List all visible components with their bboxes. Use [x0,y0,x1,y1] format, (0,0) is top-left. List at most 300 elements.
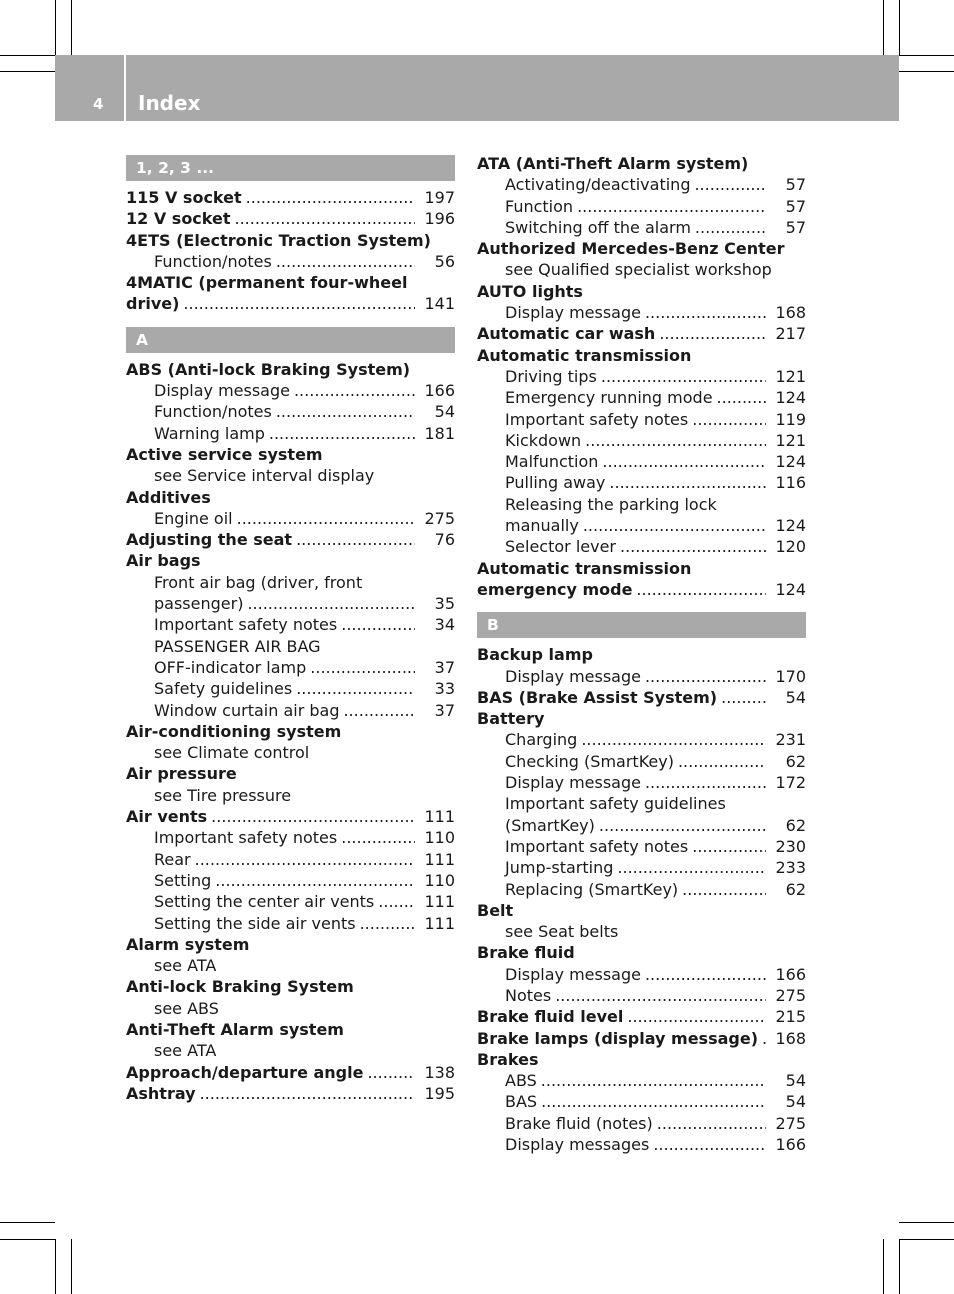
index-subentry[interactable] [126,678,455,699]
entry-text: Brake fluid (notes) [505,1113,653,1133]
entry-text: Engine oil [154,508,233,528]
dot-leader [721,687,766,708]
page-reference: 124 [775,579,806,599]
page-reference: 275 [775,985,806,1005]
index-entry[interactable] [477,323,806,344]
page-reference: 62 [785,879,806,899]
index-subentry[interactable] [477,772,806,793]
entry-text: Rear [154,849,191,869]
crop-mark [55,1239,56,1294]
page-reference: 166 [424,381,455,401]
index-entry[interactable] [126,1083,455,1104]
index-subentry [126,465,455,486]
page-reference: 37 [434,700,455,720]
index-entry [126,1019,455,1040]
crop-mark [0,71,55,72]
crop-mark [71,1239,72,1294]
index-entry [477,1049,806,1070]
index-entry [126,230,455,251]
page-number: 4 [93,95,104,113]
dot-leader [541,1091,766,1112]
page-header [55,55,899,121]
dot-leader [555,985,766,1006]
dot-leader [585,430,766,451]
entry-text: Air bags [126,551,201,571]
entry-text: Important safety notes [154,615,338,635]
index-entry [126,359,455,380]
crop-mark [55,0,56,55]
entry-text: Anti-lock Braking System [126,977,354,997]
page-reference: 57 [785,175,806,195]
entry-text: drive) [126,294,180,314]
page-reference: 34 [434,615,455,635]
index-subentry [477,494,806,515]
index-subentry[interactable] [477,174,806,195]
index-entry[interactable] [126,208,455,229]
index-subentry[interactable] [126,380,455,401]
dot-leader [692,836,766,857]
entry-text: see ABS [154,998,219,1018]
dot-leader [695,217,766,238]
entry-text: Air-conditioning system [126,721,342,741]
index-subentry[interactable] [477,217,806,238]
entry-text: 4ETS (Electronic Traction System) [126,230,431,250]
dot-leader [235,208,416,229]
entry-text: Authorized Mercedes-Benz Center [477,239,785,259]
entry-text: Backup lamp [477,645,593,665]
entry-text: Releasing the parking lock [505,494,717,514]
entry-text: Battery [477,709,545,729]
index-subentry [126,785,455,806]
entry-text: Ashtray [126,1083,196,1103]
index-subentry[interactable] [477,836,806,857]
index-entry[interactable] [126,293,455,314]
entry-text: see Seat belts [505,922,619,942]
entry-text: Air vents [126,807,208,827]
entry-text: ABS [505,1071,537,1091]
index-subentry[interactable] [477,751,806,772]
page-reference: 275 [775,1113,806,1133]
entry-text: Jump-starting [505,858,614,878]
page-reference: 195 [424,1083,455,1103]
index-entry [477,942,806,963]
index-entry [126,272,455,293]
index-entry[interactable] [126,187,455,208]
entry-text: Approach/departure angle [126,1062,364,1082]
page-reference: 124 [775,452,806,472]
entry-text: Driving tips [505,366,597,386]
entry-text: see Climate control [154,743,310,763]
index-entry[interactable] [126,806,455,827]
page-reference: 35 [434,594,455,614]
entry-text: Brake fluid [477,943,575,963]
entry-text: 4MATIC (permanent four-wheel [126,273,408,293]
dot-leader [237,508,415,529]
dot-leader [657,1113,766,1134]
entry-text: Malfunction [505,452,599,472]
page-reference: 110 [424,828,455,848]
entry-text: Display message [505,303,641,323]
dot-leader [627,1006,766,1027]
index-subentry[interactable] [477,1134,806,1155]
index-subentry[interactable] [477,472,806,493]
page-reference: 230 [775,836,806,856]
index-subentry [477,793,806,814]
index-entry[interactable] [477,1028,806,1049]
crop-mark [0,55,55,56]
section-heading: 1, 2, 3 ... [126,155,455,181]
index-subentry[interactable] [477,515,806,536]
entry-text: BAS [505,1092,538,1112]
page-reference: 57 [785,196,806,216]
page-title: Index [138,91,201,115]
dot-leader [620,536,766,557]
page-reference: 121 [775,366,806,386]
page-reference: 181 [424,423,455,443]
entry-text: Air pressure [126,764,237,784]
page-reference: 54 [785,687,806,707]
dot-leader [577,196,766,217]
entry-text: Automatic transmission [477,558,692,578]
entry-text: (SmartKey) [505,815,595,835]
dot-leader [183,293,415,314]
entry-text: Important safety guidelines [505,794,726,814]
entry-text: Display message [505,964,641,984]
dot-leader [200,1083,415,1104]
dot-leader [762,1028,766,1049]
entry-text: Selector lever [505,537,616,557]
index-subentry[interactable] [477,302,806,323]
entry-text: Important safety notes [505,409,689,429]
entry-text: Brakes [477,1049,539,1069]
dot-leader [296,529,415,550]
page-reference: 166 [775,1135,806,1155]
crop-mark [0,1239,55,1240]
dot-leader [247,593,415,614]
index-entry [126,444,455,465]
index-subentry[interactable] [126,913,455,934]
page-reference: 120 [775,537,806,557]
entry-text: 12 V socket [126,209,231,229]
index-entry [477,238,806,259]
entry-text: Pulling away [505,473,606,493]
entry-text: OFF-indicator lamp [154,657,307,677]
page-reference: 124 [775,516,806,536]
dot-leader [360,913,415,934]
entry-text: passenger) [154,594,244,614]
entry-text: Checking (SmartKey) [505,751,674,771]
page-reference: 121 [775,430,806,450]
crop-mark [899,1239,900,1294]
entry-text: AUTO lights [477,281,583,301]
entry-text: Function/notes [154,251,272,271]
dot-leader [276,401,415,422]
dot-leader [195,849,415,870]
crop-mark [899,1222,954,1223]
dot-leader [296,678,415,699]
index-subentry[interactable] [126,849,455,870]
entry-text: Additives [126,487,211,507]
page-reference: 168 [775,303,806,323]
page-reference: 37 [434,657,455,677]
entry-text: Replacing (SmartKey) [505,879,679,899]
entry-text: emergency mode [477,579,633,599]
dot-leader [583,515,766,536]
page-reference: 231 [775,730,806,750]
index-entry [126,550,455,571]
index-entry [477,153,806,174]
dot-leader [659,323,766,344]
index-column-left [126,155,455,1104]
entry-text: Important safety notes [154,828,338,848]
dot-leader [294,380,415,401]
index-entry [477,900,806,921]
entry-text: Setting the side air vents [154,913,356,933]
entry-text: Brake lamps (display message) [477,1028,759,1048]
index-entry[interactable] [477,687,806,708]
entry-text: Automatic transmission [477,345,692,365]
dot-leader [541,1070,766,1091]
index-entry [126,487,455,508]
index-subentry[interactable] [477,1091,806,1112]
dot-leader [310,657,415,678]
index-subentry[interactable] [477,857,806,878]
entry-text: Belt [477,900,514,920]
page-reference: 166 [775,964,806,984]
entry-text: see Tire pressure [154,785,292,805]
dot-leader [378,891,415,912]
dot-leader [678,751,766,772]
entry-text: Display message [505,773,641,793]
entry-text: Anti-Theft Alarm system [126,1019,344,1039]
entry-text: Setting the center air vents [154,892,375,912]
page-reference: 111 [424,892,455,912]
entry-text: Charging [505,730,578,750]
entry-text: Setting [154,870,212,890]
index-entry[interactable] [126,529,455,550]
index-subentry [126,998,455,1019]
index-subentry[interactable] [477,430,806,451]
index-subentry[interactable] [477,536,806,557]
dot-leader [682,879,766,900]
entry-text: BAS (Brake Assist System) [477,687,718,707]
entry-text: Display message [154,381,290,401]
dot-leader [341,614,415,635]
dot-leader [601,366,766,387]
index-entry [126,763,455,784]
dot-leader [653,1134,766,1155]
page-reference: 197 [424,188,455,207]
dot-leader [617,857,766,878]
index-subentry[interactable] [477,666,806,687]
index-subentry[interactable] [126,401,455,422]
dot-leader [215,870,415,891]
entry-text: PASSENGER AIR BAG [154,636,321,656]
entry-text: Notes [505,985,552,1005]
crop-mark [0,1222,55,1223]
page-reference: 168 [775,1028,806,1048]
crop-mark [899,0,900,55]
index-subentry[interactable] [477,366,806,387]
entry-text: ATA (Anti-Theft Alarm system) [477,154,749,173]
header-divider [124,55,126,121]
entry-text: Safety guidelines [154,679,293,699]
page-reference: 196 [424,209,455,229]
index-entry [477,708,806,729]
entry-text: see Service interval display [154,466,375,486]
page-reference: 54 [785,1071,806,1091]
entry-text: Window curtain air bag [154,700,340,720]
entry-text: Alarm system [126,934,250,954]
index-subentry[interactable] [477,451,806,472]
dot-leader [645,964,766,985]
entry-text: Front air bag (driver, front [154,572,363,592]
page-reference: 111 [424,807,455,827]
dot-leader [645,666,766,687]
index-subentry[interactable] [126,508,455,529]
index-subentry[interactable] [126,700,455,721]
crop-mark [899,1239,954,1240]
page-reference: 172 [775,773,806,793]
index-subentry [126,1040,455,1061]
page-reference: 138 [424,1062,455,1082]
index-subentry[interactable] [477,1070,806,1091]
index-subentry [477,921,806,942]
index-subentry[interactable] [477,815,806,836]
page-reference: 119 [775,409,806,429]
index-subentry[interactable] [477,196,806,217]
dot-leader [609,472,766,493]
dot-leader [645,772,766,793]
section-heading: A [126,327,455,353]
index-subentry[interactable] [126,870,455,891]
entry-text: Emergency running mode [505,388,713,408]
dot-leader [367,1062,415,1083]
page-reference: 54 [785,1092,806,1112]
index-subentry [126,955,455,976]
page-reference: 54 [434,402,455,422]
entry-text: Warning lamp [154,423,265,443]
entry-text: Function/notes [154,402,272,422]
page-reference: 110 [424,870,455,890]
dot-leader [246,187,415,208]
index-subentry[interactable] [477,387,806,408]
index-subentry[interactable] [477,1113,806,1134]
page-reference: 62 [785,815,806,835]
entry-text: Important safety notes [505,836,689,856]
dot-leader [692,409,766,430]
index-subentry[interactable] [126,827,455,848]
dot-leader [645,302,766,323]
page-reference: 215 [775,1007,806,1027]
index-subentry[interactable] [477,964,806,985]
page-reference: 57 [785,217,806,237]
index-subentry[interactable] [126,423,455,444]
entry-text: Active service system [126,444,323,464]
index-entry[interactable] [477,579,806,600]
index-entry [126,976,455,997]
index-subentry[interactable] [477,879,806,900]
crop-mark [883,0,884,55]
section-heading: B [477,612,806,638]
page-reference: 124 [775,388,806,408]
entry-text: Activating/deactivating [505,175,691,195]
crop-mark [899,55,954,56]
page-reference: 111 [424,849,455,869]
index-entry [477,281,806,302]
entry-text: see ATA [154,956,217,976]
page-reference: 233 [775,858,806,878]
dot-leader [269,423,415,444]
page-reference: 62 [785,751,806,771]
page-reference: 56 [434,251,455,271]
dot-leader [602,451,766,472]
page-reference: 141 [424,294,455,314]
index-subentry [126,636,455,657]
dot-leader [599,815,766,836]
index-subentry [126,742,455,763]
index-column-right [477,153,806,1155]
entry-text: Display messages [505,1135,650,1155]
index-subentry [477,259,806,280]
index-subentry[interactable] [126,614,455,635]
index-entry [126,934,455,955]
page-reference: 116 [775,473,806,493]
index-entry [126,721,455,742]
dot-leader [717,387,766,408]
dot-leader [276,251,415,272]
crop-mark [899,71,954,72]
page-reference: 275 [424,508,455,528]
index-entry [477,345,806,366]
entry-text: Display message [505,666,641,686]
index-subentry[interactable] [477,985,806,1006]
dot-leader [341,827,415,848]
page-reference: 33 [434,679,455,699]
index-entry[interactable] [477,1006,806,1027]
entry-text: manually [505,516,579,536]
index-subentry[interactable] [477,729,806,750]
dot-leader [581,729,766,750]
dot-leader [694,174,766,195]
index-entry [477,558,806,579]
entry-text: 115 V socket [126,188,242,207]
index-subentry[interactable] [126,657,455,678]
index-entry[interactable] [126,1062,455,1083]
entry-text: Switching off the alarm [505,217,691,237]
entry-text: Kickdown [505,430,582,450]
entry-text: Brake fluid level [477,1007,624,1027]
index-subentry[interactable] [126,251,455,272]
crop-mark [883,1239,884,1294]
dot-leader [343,700,415,721]
page-reference: 76 [434,530,455,550]
entry-text: ABS (Anti-lock Braking System) [126,359,411,379]
crop-mark [71,0,72,55]
entry-text: Automatic car wash [477,324,656,344]
entry-text: see ATA [154,1041,217,1061]
page-reference: 111 [424,913,455,933]
page-reference: 170 [775,666,806,686]
index-subentry[interactable] [126,593,455,614]
index-subentry[interactable] [477,409,806,430]
dot-leader [636,579,766,600]
index-subentry[interactable] [126,891,455,912]
dot-leader [211,806,415,827]
entry-text: see Qualified specialist workshop [505,260,772,280]
page-reference: 217 [775,324,806,344]
entry-text: Adjusting the seat [126,530,293,550]
